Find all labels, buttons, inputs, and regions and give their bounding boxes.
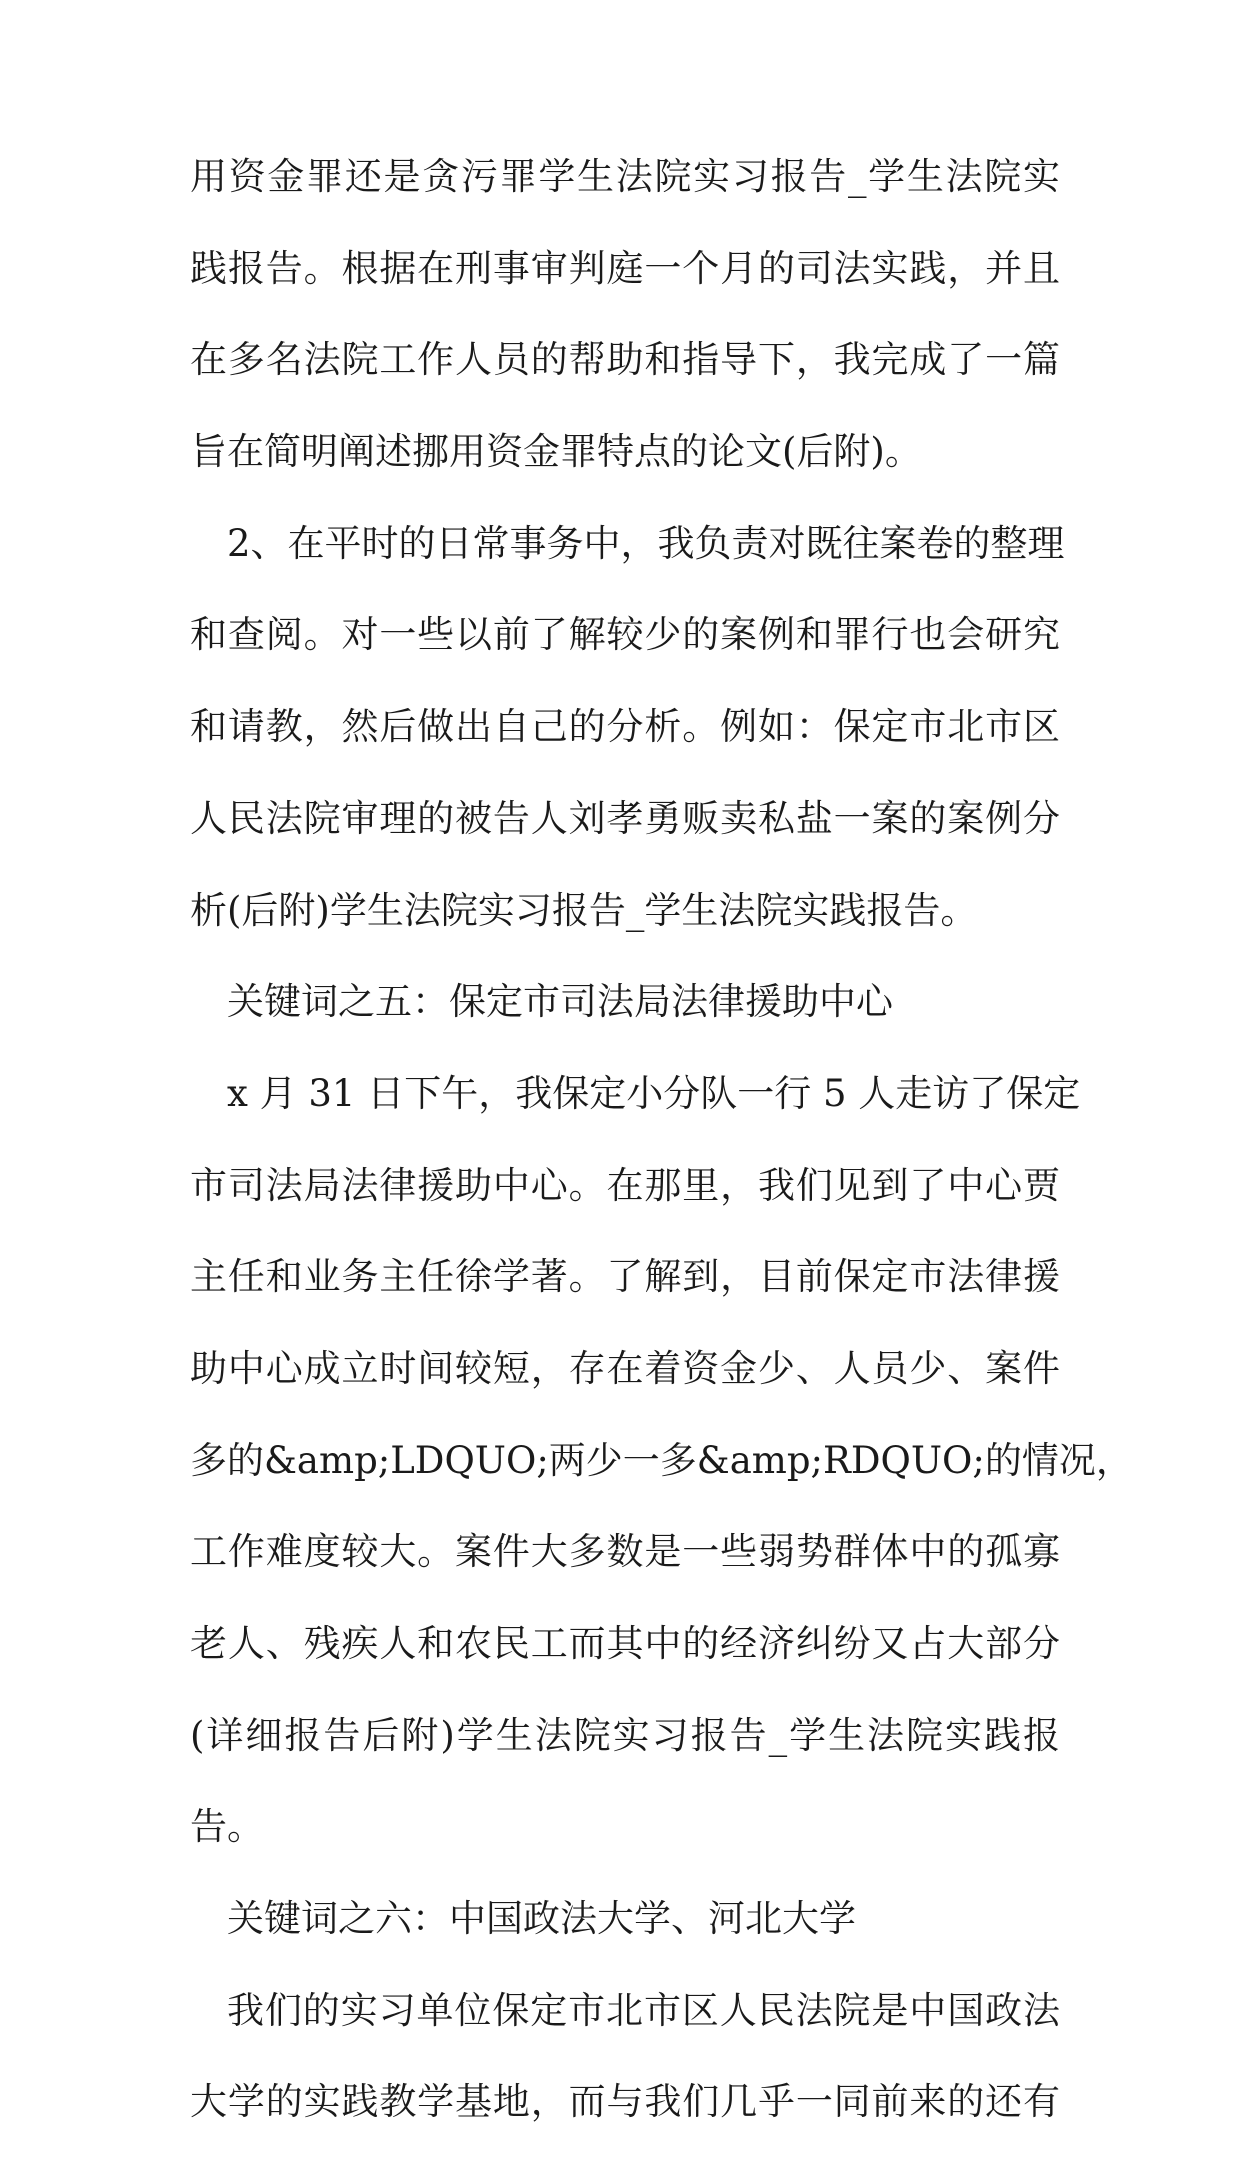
text-line: 2、在平时的日常事务中，我负责对既往案卷的整理 <box>227 521 1065 565</box>
section-heading: 关键词之五：保定市司法局法律援助中心 <box>227 980 893 1024</box>
text-line: 工作难度较大。案件大多数是一些弱势群体中的孤寡 <box>190 1530 1060 1574</box>
text-line: 和查阅。对一些以前了解较少的案例和罪行也会研究 <box>190 613 1060 657</box>
body-text <box>190 155 1133 2172</box>
text-line: 在多名法院工作人员的帮助和指导下，我完成了一篇 <box>190 338 1060 382</box>
text-line: 析(后附)学生法院实习报告_学生法院实践报告。 <box>190 888 978 932</box>
text-line: 市司法局法律援助中心。在那里，我们见到了中心贾 <box>190 1163 1060 1207</box>
text-line: 主任和业务主任徐学著。了解到，目前保定市法律援 <box>190 1255 1060 1299</box>
section-heading: 关键词之六：中国政法大学、河北大学 <box>227 1897 856 1941</box>
text-line: 和请教，然后做出自己的分析。例如：保定市北市区 <box>190 705 1060 749</box>
text-line: x 月 31 日下午，我保定小分队一行 5 人走访了保定 <box>227 1071 1081 1115</box>
text-line: (详细报告后附)学生法院实习报告_学生法院实践报 <box>190 1713 1060 1757</box>
text-line: 用资金罪还是贪污罪学生法院实习报告_学生法院实 <box>190 155 1060 198</box>
text-line: 大学的实践教学基地，而与我们几乎一同前来的还有 <box>190 2080 1060 2124</box>
text-line: 告。 <box>190 1805 264 1849</box>
text-line: 助中心成立时间较短，存在着资金少、人员少、案件 <box>190 1346 1060 1390</box>
text-line: 旨在简明阐述挪用资金罪特点的论文(后附)。 <box>190 430 922 474</box>
text-line: 我们的实习单位保定市北市区人民法院是中国政法 <box>227 1988 1060 2032</box>
text-line: 多的&amp;LDQUO;两少一多&amp;RDQUO;的情况， <box>190 1438 1133 1482</box>
text-line: 人民法院审理的被告人刘孝勇贩卖私盐一案的案例分 <box>190 796 1060 840</box>
text-line: 践报告。根据在刑事审判庭一个月的司法实践，并且 <box>190 246 1060 290</box>
text-line: 老人、残疾人和农民工而其中的经济纠纷又占大部分 <box>190 1622 1060 1665</box>
